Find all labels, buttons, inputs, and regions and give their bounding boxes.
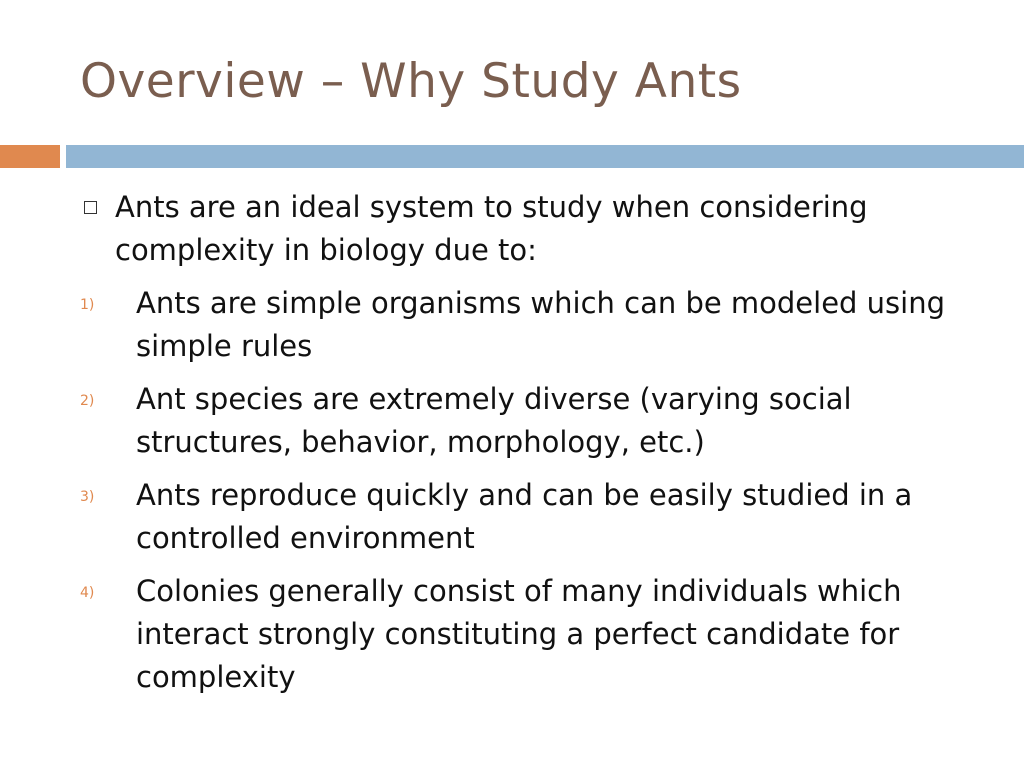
slide-title: Overview – Why Study Ants xyxy=(80,54,742,109)
bullet-item xyxy=(80,186,970,272)
list-item-text: Ant species are extremely diverse (varying social structures, behavior, morphology, etc.) xyxy=(136,382,852,459)
list-item xyxy=(80,570,970,699)
title-accent-bar-orange xyxy=(0,145,60,168)
list-item-text: Ants are simple organisms which can be modeled using simple rules xyxy=(136,286,946,363)
list-item-number: 2) xyxy=(80,393,95,409)
list-item-number: 1) xyxy=(80,297,95,313)
list-item xyxy=(80,378,970,464)
list-item-number: 3) xyxy=(80,489,95,505)
list-item xyxy=(80,474,970,560)
numbered-list xyxy=(80,282,970,699)
bullet-text: Ants are an ideal system to study when considering complexity in biology due to: xyxy=(115,190,868,267)
list-item-number: 4) xyxy=(80,585,95,601)
list-item xyxy=(80,282,970,368)
square-bullet-icon xyxy=(84,201,97,214)
list-item-text: Ants reproduce quickly and can be easily studied in a controlled environment xyxy=(136,478,913,555)
list-item-text: Colonies generally consist of many individuals which interact strongly constituting a perfect candidate for complexity xyxy=(136,574,902,694)
slide-content xyxy=(80,186,970,709)
title-accent-bar-blue xyxy=(66,145,1024,168)
